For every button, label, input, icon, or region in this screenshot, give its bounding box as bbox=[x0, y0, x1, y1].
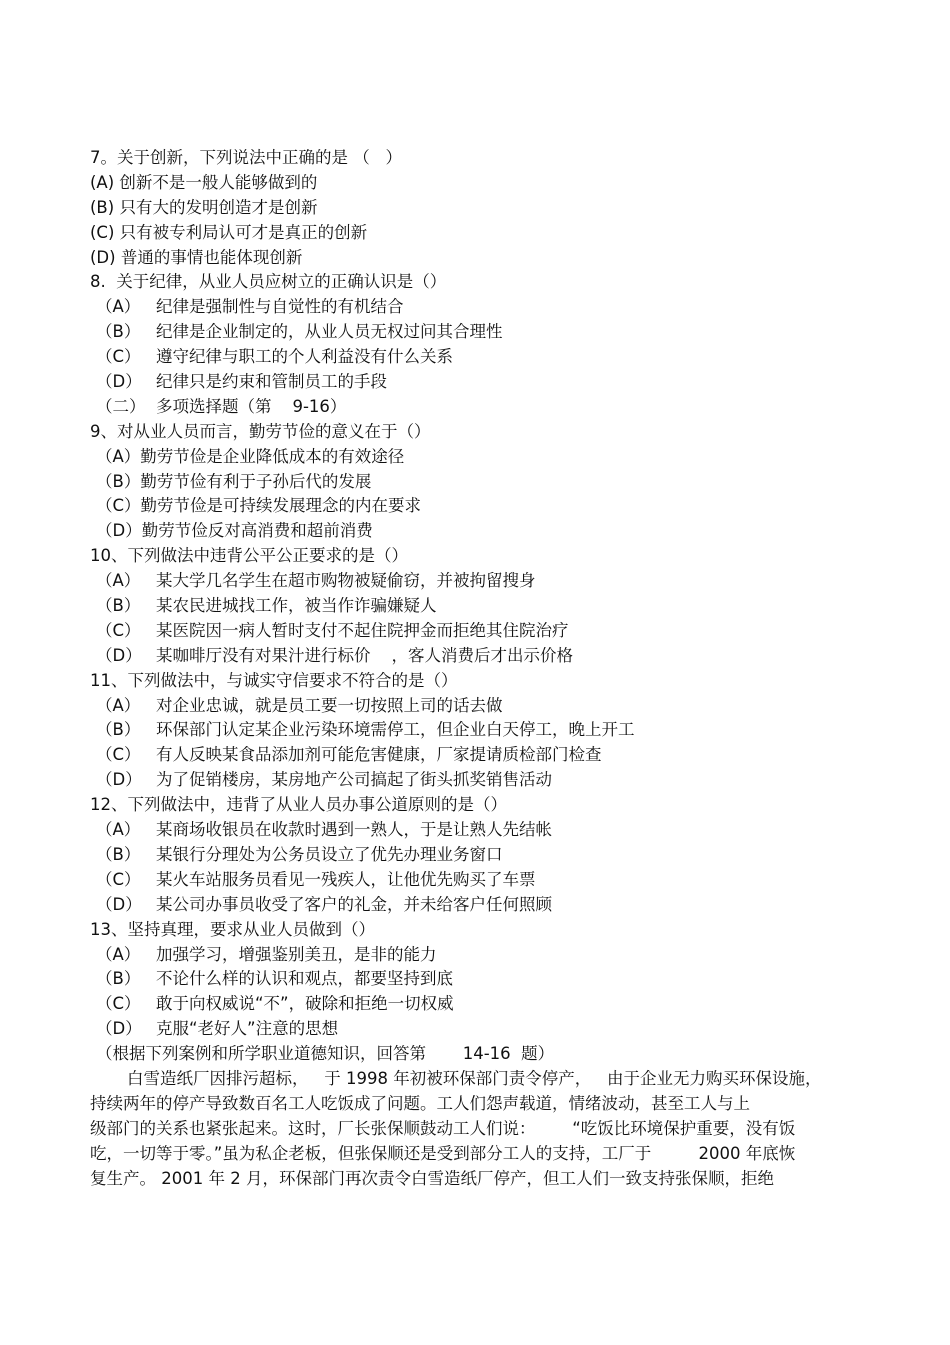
option-tag: （A） bbox=[96, 297, 141, 317]
option-tag: （C） bbox=[96, 620, 141, 640]
option-tag: （C） bbox=[96, 994, 141, 1014]
option-text: 敢于向权威说“不”，破除和拒绝一切权威 bbox=[156, 994, 454, 1014]
question-7-option-a: (A) 创新不是一般人能够做到的 bbox=[90, 172, 318, 192]
option-text: 克服“老好人”注意的思想 bbox=[156, 1019, 339, 1039]
option-text: 某医院因一病人暂时支付不起住院押金而拒绝其住院治疗 bbox=[156, 620, 569, 640]
option-tag: （A） bbox=[96, 820, 141, 840]
question-12-option-a bbox=[90, 818, 870, 843]
option-tag: （B） bbox=[96, 322, 141, 342]
option-tag: （B） bbox=[96, 844, 141, 864]
option-text: 某农民进城找工作，被当作诈骗嫌疑人 bbox=[156, 596, 437, 616]
question-10-stem: 10、下列做法中违背公平公正要求的是（） bbox=[90, 546, 408, 566]
question-8-stem: 8. 关于纪律，从业人员应树立的正确认识是（） bbox=[90, 272, 447, 292]
option-text: 遵守纪律与职工的个人利益没有什么关系 bbox=[156, 347, 453, 367]
option-text: 某公司办事员收受了客户的礼金，并未给客户任何照顾 bbox=[156, 894, 552, 914]
option-tag: （C） bbox=[96, 745, 141, 765]
case-study-line: 级部门的关系也紧张起来。这时，厂长张保顺鼓动工人们说： “吃饭比环境保护重要，没有饭 bbox=[90, 1118, 796, 1138]
option-text: 纪律只是约束和管制员工的手段 bbox=[156, 372, 387, 392]
question-10-option-a bbox=[90, 569, 870, 594]
question-13-option-a bbox=[90, 943, 870, 968]
question-13-stem: 13、坚持真理，要求从业人员做到（） bbox=[90, 919, 375, 939]
option-tag: （A） bbox=[96, 571, 141, 591]
question-12-option-d bbox=[90, 893, 870, 918]
question-7-option-b: (B) 只有大的发明创造才是创新 bbox=[90, 197, 318, 217]
question-7-option-d: (D) 普通的事情也能体现创新 bbox=[90, 247, 303, 267]
option-text: 对企业忠诚，就是员工要一切按照上司的话去做 bbox=[156, 695, 503, 715]
option-text: 环保部门认定某企业污染环境需停工，但企业白天停工，晚上开工 bbox=[156, 720, 635, 740]
question-10-option-c bbox=[90, 619, 870, 644]
case-study-line: 复生产。 2001 年 2 月，环保部门再次责令白雪造纸厂停产，但工人们一致支持张保顺，拒绝 bbox=[90, 1168, 774, 1188]
question-13-option-c bbox=[90, 992, 870, 1017]
option-tag: （D） bbox=[96, 645, 142, 665]
question-11-option-a bbox=[90, 694, 870, 719]
question-9-option-c: （C）勤劳节俭是可持续发展理念的内在要求 bbox=[96, 496, 422, 516]
question-8-option-a bbox=[90, 295, 870, 320]
option-text: 某商场收银员在收款时遇到一熟人，于是让熟人先结帐 bbox=[156, 820, 552, 840]
option-tag: （B） bbox=[96, 596, 141, 616]
option-tag: （D） bbox=[96, 372, 142, 392]
case-study-paragraph bbox=[90, 1067, 870, 1191]
question-11-stem: 11、下列做法中，与诚实守信要求不符合的是（） bbox=[90, 670, 458, 690]
question-13-option-d bbox=[90, 1017, 870, 1042]
option-text: 有人反映某食品添加剂可能危害健康，厂家提请质检部门检查 bbox=[156, 745, 602, 765]
option-text: 某大学几名学生在超市购物被疑偷窃，并被拘留搜身 bbox=[156, 571, 536, 591]
option-text: 加强学习，增强鉴别美丑，是非的能力 bbox=[156, 944, 437, 964]
option-tag: （C） bbox=[96, 869, 141, 889]
question-7-stem: 7。关于创新，下列说法中正确的是 （ ） bbox=[90, 148, 402, 167]
question-8-option-d bbox=[90, 370, 870, 395]
option-text: 为了促销楼房，某房地产公司搞起了街头抓奖销售活动 bbox=[156, 770, 552, 790]
option-tag: （C） bbox=[96, 347, 141, 367]
question-9-option-d: （D）勤劳节俭反对高消费和超前消费 bbox=[96, 521, 373, 541]
question-7-option-c: (C) 只有被专利局认可才是真正的创新 bbox=[90, 222, 368, 242]
option-tag: （D） bbox=[96, 894, 142, 914]
question-9-option-a: （A）勤劳节俭是企业降低成本的有效途径 bbox=[96, 446, 405, 466]
question-10-option-d bbox=[90, 644, 870, 669]
question-12-option-c bbox=[90, 868, 870, 893]
question-9-option-b: （B）勤劳节俭有利于子孙后代的发展 bbox=[96, 471, 372, 491]
question-12-stem: 12、下列做法中，违背了从业人员办事公道原则的是（） bbox=[90, 795, 507, 815]
question-9-stem: 9、对从业人员而言，勤劳节俭的意义在于（） bbox=[90, 421, 431, 441]
option-text: 不论什么样的认识和观点，都要坚持到底 bbox=[156, 969, 453, 989]
case-study-line: 吃，一切等于零。”虽为私企老板，但张保顺还是受到部分工人的支持，工厂于 2000 年底恢 bbox=[90, 1143, 796, 1163]
option-text: 纪律是企业制定的，从业人员无权过问其合理性 bbox=[156, 322, 503, 342]
option-tag: （D） bbox=[96, 1019, 142, 1039]
option-tag: （B） bbox=[96, 720, 141, 740]
option-text: 纪律是强制性与自觉性的有机结合 bbox=[156, 297, 404, 317]
section-tag: （二） bbox=[96, 396, 146, 416]
case-study-line: 持续两年的停产导致数百名工人吃饭成了问题。工人们怨声载道，情绪波动，甚至工人与上 bbox=[90, 1093, 750, 1113]
case-study-line: 白雪造纸厂因排污超标， 于 1998 年初被环保部门责令停产， 由于企业无力购买环保设施， bbox=[127, 1068, 822, 1088]
question-13-option-b bbox=[90, 967, 870, 992]
question-11-option-b bbox=[90, 718, 870, 743]
section-heading-multiple-choice bbox=[90, 395, 870, 420]
question-12-option-b bbox=[90, 843, 870, 868]
option-text: 某火车站服务员看见一残疾人，让他优先购买了车票 bbox=[156, 869, 536, 889]
question-11-option-d bbox=[90, 768, 870, 793]
option-text: 某咖啡厅没有对果汁进行标价 ，客人消费后才出示价格 bbox=[156, 645, 573, 665]
case-study-intro: （根据下列案例和所学职业道德知识，回答第 14-16 题） bbox=[96, 1044, 555, 1064]
option-text: 某银行分理处为公务员设立了优先办理业务窗口 bbox=[156, 844, 503, 864]
question-8-option-b bbox=[90, 320, 870, 345]
option-tag: （A） bbox=[96, 944, 141, 964]
section-title: 多项选择题（第 9-16） bbox=[156, 396, 347, 416]
option-tag: （A） bbox=[96, 695, 141, 715]
exam-content bbox=[90, 146, 870, 1191]
option-tag: （B） bbox=[96, 969, 141, 989]
question-11-option-c bbox=[90, 743, 870, 768]
question-8-option-c bbox=[90, 345, 870, 370]
option-tag: （D） bbox=[96, 770, 142, 790]
question-10-option-b bbox=[90, 594, 870, 619]
